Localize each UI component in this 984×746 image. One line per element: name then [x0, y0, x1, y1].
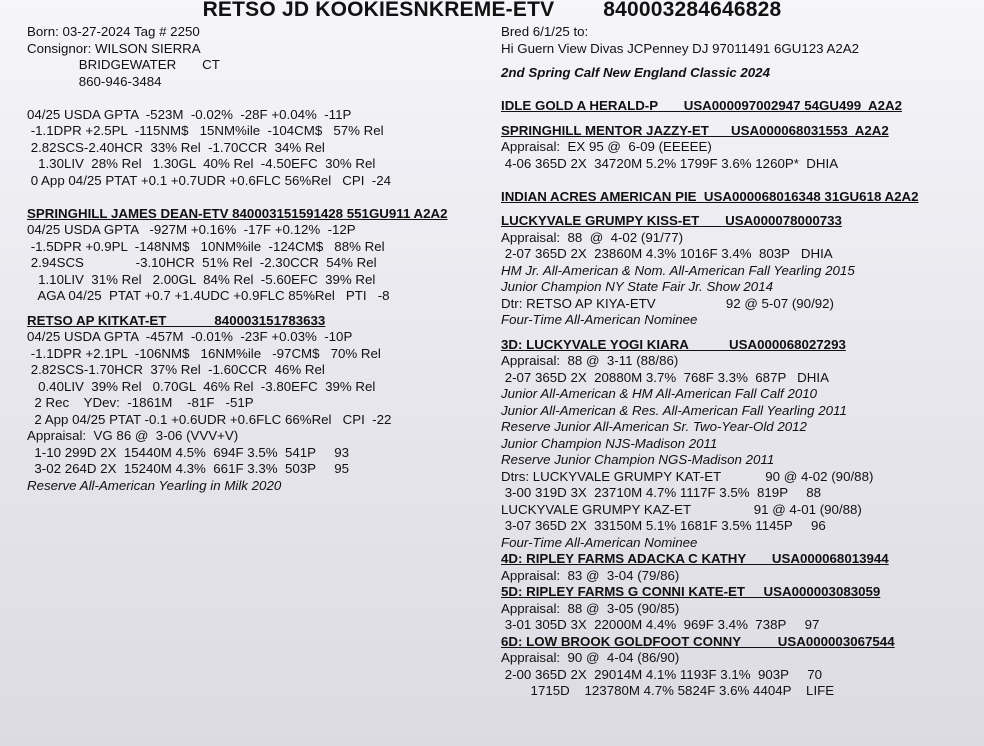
sire-line: 2.94SCS -3.10HCR 51% Rel -2.30CCR 54% Rel	[27, 255, 377, 270]
3d-award: Junior All-American & Res. All-American Fall Yearling 2011	[501, 402, 847, 418]
granddam-dtr: Dtr: RETSO AP KIYA-ETV 92 @ 5-07 (90/92)	[501, 295, 834, 311]
dam-line: 1-10 299D 2X 15440M 4.5% 694F 3.5% 541P 93	[27, 444, 350, 460]
spacer	[501, 172, 976, 189]
3d-award: Four-Time All-American Nominee	[501, 534, 698, 550]
spacer	[501, 329, 976, 337]
genomic-line: -1.1DPR +2.5PL -115NM$ 15NM%ile -104CM$ 57% Rel	[27, 123, 384, 138]
sire-title: SPRINGHILL JAMES DEAN-ETV 840003151591428 551GU911 A2A2	[27, 205, 448, 221]
dam-line: 3-02 264D 2X 15240M 4.3% 661F 3.3% 503P 95	[27, 461, 350, 476]
spacer	[27, 90, 497, 107]
spacer	[501, 82, 976, 99]
4d-title: 4D: RIPLEY FARMS ADACKA C KATHY USA000068013944	[501, 551, 889, 566]
bred-line: Bred 6/1/25 to:	[501, 24, 589, 39]
3d-dtr: 3-00 319D 3X 23710M 4.7% 1117F 3.5% 819P 88	[501, 485, 822, 500]
dam-title: RETSO AP KITKAT-ET 840003151783633	[27, 312, 326, 328]
born-line: Born: 03-27-2024 Tag # 2250	[27, 24, 200, 39]
consignor-city: BRIDGEWATER CT	[27, 57, 220, 72]
granddam-award: Junior Champion NY State Fair Jr. Show 2014	[501, 279, 773, 294]
genomic-line: 04/25 USDA GPTA -523M -0.02% -28F +0.04% -11P	[27, 106, 352, 122]
sire-line: 1.10LIV 31% Rel 2.00GL 84% Rel -5.60EFC 39% Rel	[27, 271, 376, 287]
6d-title: 6D: LOW BROOK GOLDFOOT CONNY USA000003067544	[501, 633, 895, 649]
event-line: 2nd Spring Calf New England Classic 2024	[501, 65, 770, 80]
dam-award: Reserve All-American Yearling in Milk 2020	[27, 477, 282, 493]
3d-award: Reserve Junior Champion NGS-Madison 2011	[501, 452, 775, 467]
genomic-line: 0 App 04/25 PTAT +0.1 +0.7UDR +0.6FLC 56%Rel CPI -24	[27, 172, 392, 188]
granddam-line: 2-07 365D 2X 23860M 4.3% 1016F 3.4% 803P DHIA	[501, 246, 833, 261]
sire-line: AGA 04/25 PTAT +0.7 +1.4UDC +0.9FLC 85%Rel PTI -8	[27, 288, 390, 303]
4d-line: Appraisal: 83 @ 3-04 (79/86)	[501, 567, 680, 583]
dam-line: 2 Rec YDev: -1861M -81F -51P	[27, 395, 254, 410]
animal-name: RETSO JD KOOKIESNKREME-ETV	[202, 0, 555, 21]
dam-line: 0.40LIV 39% Rel 0.70GL 46% Rel -3.80EFC 39% Rel	[27, 378, 376, 394]
sire-line: -1.5DPR +0.9PL -148NM$ 10NM%ile -124CM$ 88% Rel	[27, 238, 385, 254]
mgs-line: Appraisal: EX 95 @ 6-09 (EEEEE)	[501, 139, 712, 154]
5d-title: 5D: RIPLEY FARMS G CONNI KATE-ET USA000003083059	[501, 584, 881, 599]
granddam-award: Four-Time All-American Nominee	[501, 312, 698, 327]
dam-line: 04/25 USDA GPTA -457M -0.01% -23F +0.03% -10P	[27, 329, 353, 344]
dam-line: 2 App 04/25 PTAT -0.1 +0.6UDR +0.6FLC 66%Rel CPI -22	[27, 411, 392, 427]
mgs-title: SPRINGHILL MENTOR JAZZY-ET USA000068031553 A2A2	[501, 122, 889, 138]
5d-line: Appraisal: 88 @ 3-05 (90/85)	[501, 600, 680, 616]
dam-line: Appraisal: VG 86 @ 3-06 (VVV+V)	[27, 428, 239, 443]
dam-line: 2.82SCS-1.70HCR 37% Rel -1.60CCR 46% Rel	[27, 362, 325, 377]
consignor-phone: 860-946-3484	[27, 73, 162, 89]
3d-dtr: LUCKYVALE GRUMPY KAZ-ET 91 @ 4-01 (90/88)	[501, 501, 862, 517]
bred-sire-line: Hi Guern View Divas JCPenney DJ 97011491 6GU123 A2A2	[501, 40, 859, 56]
sire-line: 04/25 USDA GPTA -927M +0.16% -17F +0.12% -12P	[27, 222, 356, 237]
registration-number: 840003284646828	[603, 0, 782, 21]
granddam-line: Appraisal: 88 @ 4-02 (91/77)	[501, 229, 684, 245]
granddam-title: LUCKYVALE GRUMPY KISS-ET USA000078000733	[501, 213, 842, 228]
3d-title: 3D: LUCKYVALE YOGI KIARA USA000068027293	[501, 336, 846, 352]
spacer	[501, 115, 976, 123]
3d-dtr: 3-07 365D 2X 33150M 5.1% 1681F 3.5% 1145P 96	[501, 518, 826, 533]
mgs-line: 4-06 365D 2X 34720M 5.2% 1799F 3.6% 1260P* DHIA	[501, 155, 839, 171]
spacer	[501, 205, 976, 213]
spacer	[27, 189, 497, 206]
3d-award: Junior Champion NJS-Madison 2011	[501, 435, 718, 451]
sire-title-right: IDLE GOLD A HERALD-P USA000097002947 54GU499 A2A2	[501, 98, 903, 113]
3d-award: Reserve Junior All-American Sr. Two-Year-Old 2012	[501, 419, 807, 434]
3d-award: Junior All-American & HM All-American Fall Calf 2010	[501, 386, 818, 401]
3d-dtr: Dtrs: LUCKYVALE GRUMPY KAT-ET 90 @ 4-02 (90/88)	[501, 468, 874, 484]
6d-line: 2-00 365D 2X 29014M 4.1% 1193F 3.1% 903P 70	[501, 666, 823, 682]
granddam-award: HM Jr. All-American & Nom. All-American Fall Yearling 2015	[501, 262, 855, 278]
mggs-title: INDIAN ACRES AMERICAN PIE USA000068016348 31GU618 A2A2	[501, 188, 919, 204]
dam-line: -1.1DPR +2.1PL -106NM$ 16NM%ile -97CM$ 70% Rel	[27, 345, 381, 361]
6d-line: Appraisal: 90 @ 4-04 (86/90)	[501, 650, 680, 665]
consignor-line: Consignor: WILSON SIERRA	[27, 40, 201, 56]
spacer	[27, 305, 497, 313]
left-column	[27, 24, 497, 494]
header	[0, 0, 984, 26]
right-column	[501, 24, 976, 700]
6d-line: 1715D 123780M 4.7% 5824F 3.6% 4404P LIFE	[501, 683, 835, 698]
spacer	[501, 57, 976, 65]
genomic-line: 2.82SCS-2.40HCR 33% Rel -1.70CCR 34% Rel	[27, 139, 325, 155]
5d-line: 3-01 305D 3X 22000M 4.4% 969F 3.4% 738P 97	[501, 617, 820, 632]
3d-line: 2-07 365D 2X 20880M 3.7% 768F 3.3% 687P DHIA	[501, 369, 829, 385]
genomic-line: 1.30LIV 28% Rel 1.30GL 40% Rel -4.50EFC 30% Rel	[27, 156, 376, 171]
3d-line: Appraisal: 88 @ 3-11 (88/86)	[501, 353, 679, 368]
